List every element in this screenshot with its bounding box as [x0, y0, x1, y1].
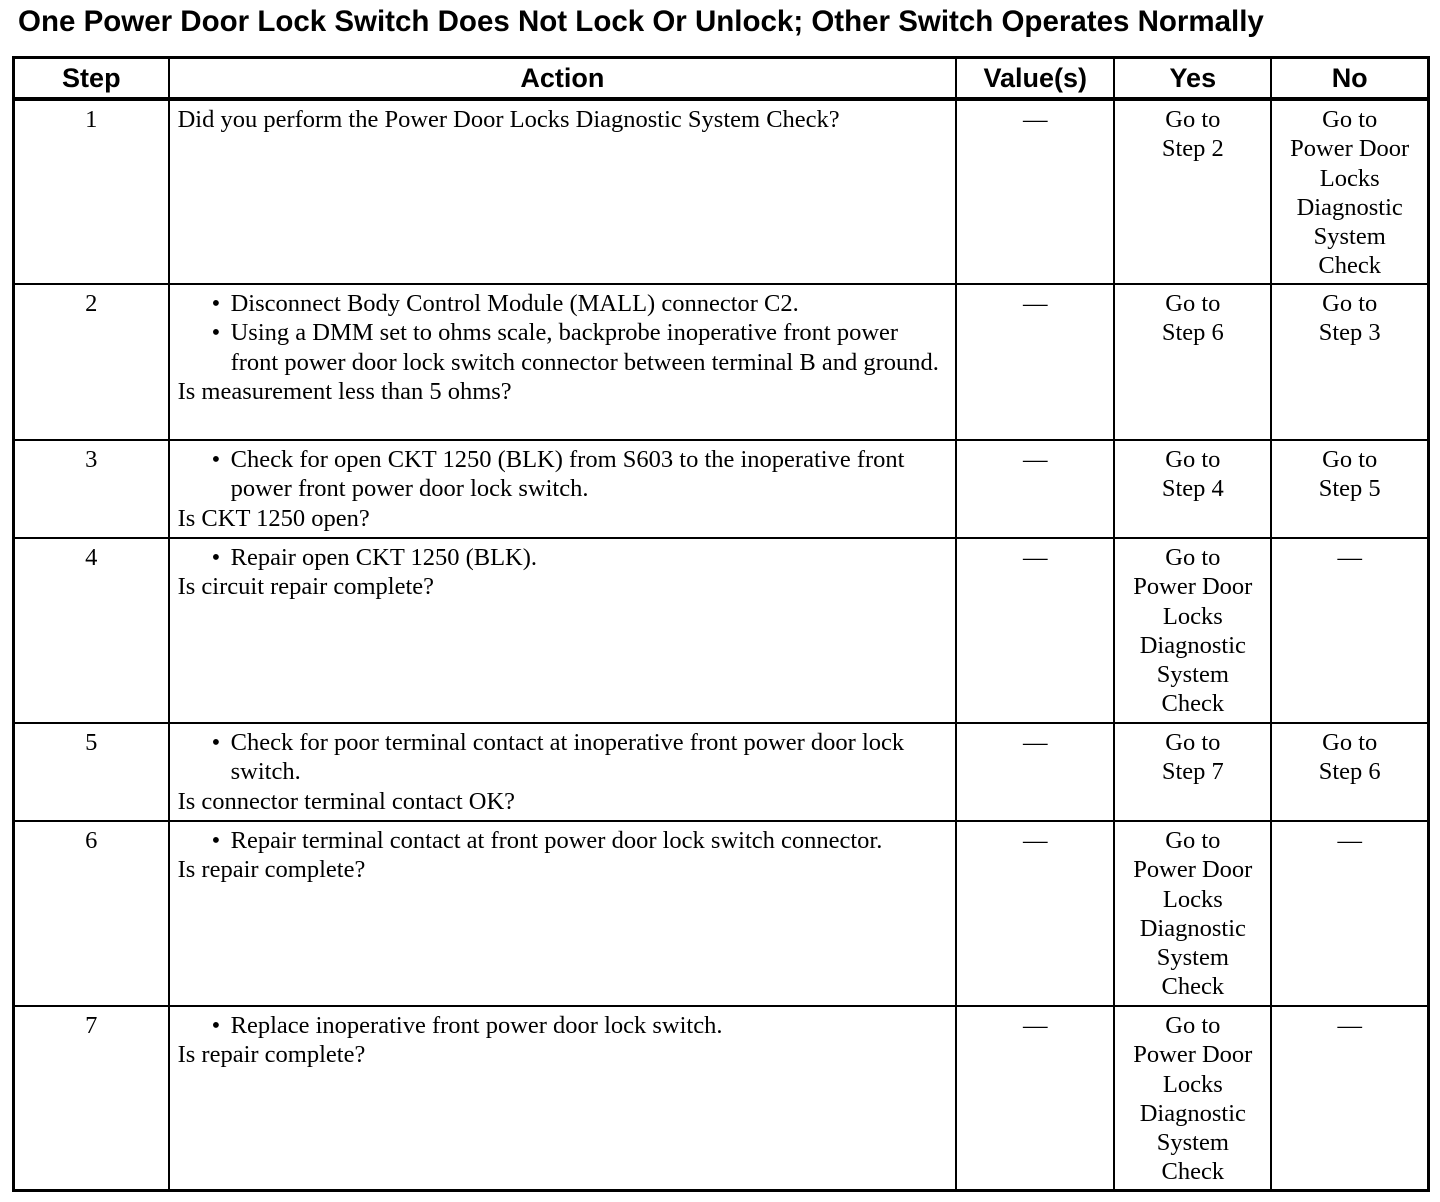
step-number: 7 [14, 1006, 169, 1190]
action-bullets [178, 543, 948, 572]
header-row [14, 58, 1429, 100]
action-cell [169, 723, 957, 821]
yes-cell: Go to Step 7 [1114, 723, 1271, 821]
value-cell: — [956, 723, 1114, 821]
table-row [14, 99, 1429, 284]
action-question: Is CKT 1250 open? [177, 504, 370, 532]
table-row [14, 821, 1429, 1006]
no-cell: Go to Power Door Locks Diagnostic System Check [1271, 99, 1428, 284]
table-row [14, 723, 1429, 821]
action-question: Is repair complete? [177, 856, 366, 884]
action-bullet: • Check for poor terminal contact at inoperative front power door lock switch. [178, 728, 948, 787]
yes-cell: Go to Power Door Locks Diagnostic System Check [1114, 1006, 1271, 1190]
action-cell [169, 821, 957, 1006]
header-action: Action [169, 58, 957, 100]
action-bullet: • Check for open CKT 1250 (BLK) from S603 to the inoperative front power front power door lock switch. [178, 445, 948, 504]
diagnostic-table [12, 56, 1430, 1192]
action-cell [169, 538, 957, 723]
value-cell: — [956, 440, 1114, 538]
action-question: Is repair complete? [177, 1041, 366, 1069]
step-number: 3 [14, 440, 169, 538]
header-step: Step [14, 58, 169, 100]
yes-cell: Go to Step 2 [1114, 99, 1271, 284]
yes-cell: Go to Step 6 [1114, 284, 1271, 440]
action-question: Did you perform the Power Door Locks Diagnostic System Check? [177, 106, 840, 133]
action-bullet: • Using a DMM set to ohms scale, backprobe inoperative front power front power door lock switch connector between terminal B and ground. [178, 318, 948, 377]
action-bullet: • Repair terminal contact at front power door lock switch connector. [178, 826, 948, 855]
action-cell [169, 284, 957, 440]
action-question: Is circuit repair complete? [177, 573, 435, 601]
step-number: 2 [14, 284, 169, 440]
action-bullets [178, 445, 948, 504]
step-number: 5 [14, 723, 169, 821]
step-number: 1 [14, 99, 169, 284]
table-row [14, 284, 1429, 440]
table-row [14, 440, 1429, 538]
table-row [14, 538, 1429, 723]
no-cell: Go to Step 3 [1271, 284, 1428, 440]
action-bullets [178, 1011, 948, 1040]
header-no: No [1271, 58, 1428, 100]
action-cell [169, 440, 957, 538]
value-cell: — [956, 99, 1114, 284]
action-bullets [178, 826, 948, 855]
action-bullets [178, 289, 948, 377]
value-cell: — [956, 284, 1114, 440]
action-bullet: • Replace inoperative front power door lock switch. [178, 1011, 948, 1040]
no-cell: Go to Step 5 [1271, 440, 1428, 538]
action-bullet: • Repair open CKT 1250 (BLK). [178, 543, 948, 572]
header-values: Value(s) [956, 58, 1114, 100]
step-number: 6 [14, 821, 169, 1006]
no-cell: Go to Step 6 [1271, 723, 1428, 821]
action-bullets [178, 728, 948, 787]
action-cell [169, 1006, 957, 1190]
page-title: One Power Door Lock Switch Does Not Lock Or Unlock; Other Switch Operates Normally [18, 5, 1264, 38]
step-number: 4 [14, 538, 169, 723]
action-cell [169, 99, 957, 284]
table-row [14, 1006, 1429, 1190]
action-bullet: • Disconnect Body Control Module (MALL) connector C2. [178, 289, 948, 318]
yes-cell: Go to Power Door Locks Diagnostic System Check [1114, 821, 1271, 1006]
yes-cell: Go to Step 4 [1114, 440, 1271, 538]
yes-cell: Go to Power Door Locks Diagnostic System Check [1114, 538, 1271, 723]
value-cell: — [956, 821, 1114, 1006]
no-cell: — [1271, 538, 1428, 723]
header-yes: Yes [1114, 58, 1271, 100]
no-cell: — [1271, 821, 1428, 1006]
value-cell: — [956, 538, 1114, 723]
value-cell: — [956, 1006, 1114, 1190]
action-question: Is measurement less than 5 ohms? [177, 377, 512, 405]
action-question: Is connector terminal contact OK? [177, 787, 516, 815]
no-cell: — [1271, 1006, 1428, 1190]
